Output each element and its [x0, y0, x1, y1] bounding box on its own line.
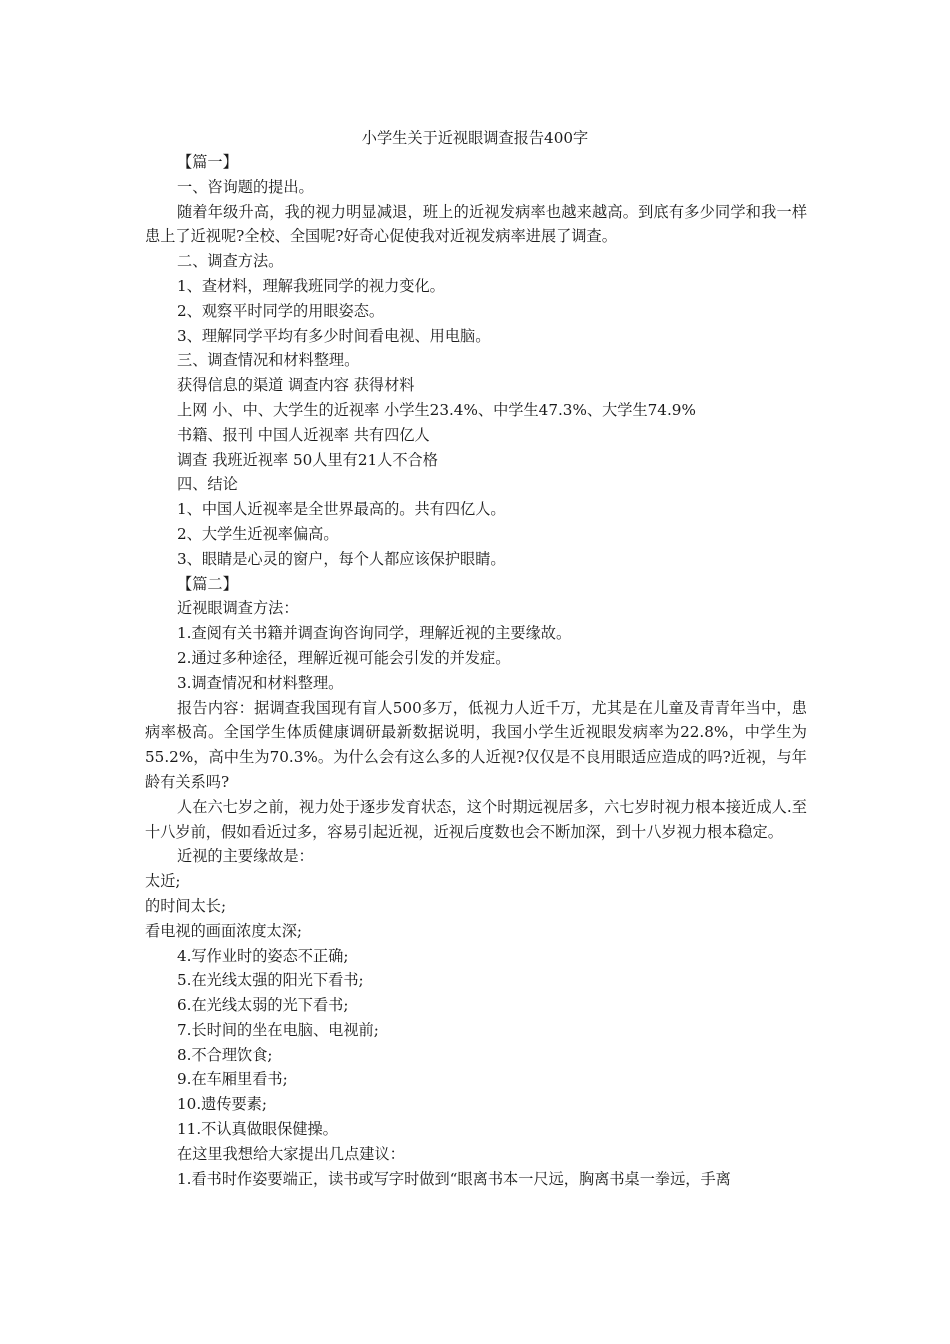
paragraph: 1、中国人近视率是全世界最高的。共有四亿人。 [177, 500, 506, 519]
document-body [145, 150, 807, 1191]
paragraph: 获得信息的渠道 调查内容 获得材料 [177, 376, 415, 395]
paragraph: 报告内容：据调查我国现有盲人500多万，低视力人近千万，尤其是在儿童及青青年当中，患病率极高。全国学生体质健康调研最新数据说明，我国小学生近视眼发病率为22.8%，中学生为55.2%，高中生为70.3%。为什么会有这么多的人近视?仅仅是不良用眼适应造成的吗?近视，与年龄有关系吗? [145, 698, 807, 791]
paragraph: 3、理解同学平均有多少时间看电视、用电脑。 [177, 326, 491, 345]
paragraph: 四、结论 [177, 475, 238, 494]
paragraph: 随着年级升高，我的视力明显减退，班上的近视发病率也越来越高。到底有多少同学和我一样患上了近视呢?全校、全国呢?好奇心促使我对近视发病率进展了调查。 [145, 202, 807, 246]
paragraph: 1.看书时作姿要端正，读书或写字时做到“眼离书本一尺远，胸离书桌一拳远，手离 [177, 1169, 731, 1188]
paragraph: 【篇二】 [177, 574, 238, 593]
paragraph: 太近; [145, 872, 181, 891]
paragraph: 9.在车厢里看书; [177, 1070, 288, 1089]
paragraph: 在这里我想给大家提出几点建议： [177, 1144, 405, 1163]
document-title: 小学生关于近视眼调查报告400字 [361, 129, 589, 147]
paragraph: 书籍、报刊 中国人近视率 共有四亿人 [177, 425, 430, 444]
paragraph: 7.长时间的坐在电脑、电视前; [177, 1020, 379, 1039]
paragraph: 5.在光线太强的阳光下看书; [177, 971, 364, 990]
paragraph: 8.不合理饮食; [177, 1045, 273, 1064]
paragraph: 11.不认真做眼保健操。 [177, 1120, 338, 1139]
paragraph: 2.通过多种途径，理解近视可能会引发的并发症。 [177, 648, 511, 667]
paragraph: 的时间太长; [145, 896, 227, 915]
paragraph: 3、眼睛是心灵的窗户，每个人都应该保护眼睛。 [177, 549, 506, 568]
paragraph: 三、调查情况和材料整理。 [177, 351, 360, 370]
paragraph: 10.遗传要素; [177, 1095, 268, 1114]
paragraph: 上网 小、中、大学生的近视率 小学生23.4%、中学生47.3%、大学生74.9% [177, 400, 696, 419]
paragraph: 近视眼调查方法： [177, 599, 299, 618]
paragraph: 一、咨询题的提出。 [177, 177, 314, 196]
paragraph: 【篇一】 [177, 153, 238, 171]
paragraph: 人在六七岁之前，视力处于逐步发育状态，这个时期远视居多，六七岁时视力根本接近成人.至十八岁前，假如看近过多，容易引起近视，近视后度数也会不断加深，到十八岁视力根本稳定。 [145, 797, 807, 841]
paragraph: 调查 我班近视率 50人里有21人不合格 [177, 450, 438, 469]
paragraph: 1、查材料，理解我班同学的视力变化。 [177, 276, 445, 295]
paragraph: 4.写作业时的姿态不正确; [177, 946, 349, 965]
paragraph: 2、大学生近视率偏高。 [177, 524, 339, 543]
paragraph: 6.在光线太弱的光下看书; [177, 996, 349, 1015]
paragraph: 看电视的画面浓度太深; [145, 921, 302, 940]
paragraph: 1.查阅有关书籍并调查询咨询同学，理解近视的主要缘故。 [177, 624, 572, 643]
paragraph: 2、观察平时同学的用眼姿态。 [177, 301, 385, 320]
paragraph: 近视的主要缘故是： [177, 847, 314, 866]
paragraph: 二、调查方法。 [177, 252, 284, 271]
paragraph: 3.调查情况和材料整理。 [177, 673, 344, 692]
